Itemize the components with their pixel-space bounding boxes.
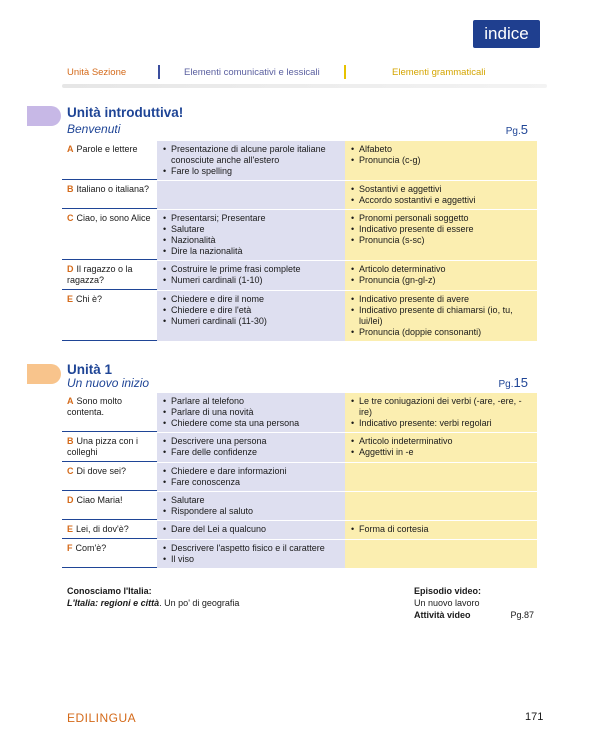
section-title: Com'è? — [75, 543, 107, 553]
table-row — [62, 433, 537, 463]
section-letter: B — [67, 184, 74, 194]
list-item: • Salutare — [163, 495, 339, 506]
attivita-label: Attività video — [414, 610, 471, 620]
unit-table — [62, 141, 537, 342]
list-item: • Il viso — [163, 554, 339, 565]
section-title: Parole e lettere — [76, 144, 138, 154]
table-row — [62, 393, 537, 433]
list-item: • Pronuncia (gn-gl-z) — [351, 275, 531, 286]
list-item: • Numeri cardinali (1-10) — [163, 275, 339, 286]
unit-tab-marker — [27, 106, 61, 126]
list-item: • Chiedere e dare informazioni — [163, 466, 339, 477]
list-item: • Aggettivi in -e — [351, 447, 531, 458]
communicative-cell — [157, 141, 345, 180]
section-title: Ciao Maria! — [76, 495, 123, 505]
video-block — [414, 585, 534, 621]
section-letter: D — [67, 495, 74, 505]
grammar-cell — [345, 492, 537, 520]
list-item: • Descrivere una persona — [163, 436, 339, 447]
list-item: • Sostantivi e aggettivi — [351, 184, 531, 195]
column-divider — [344, 65, 346, 79]
communicative-cell — [157, 291, 345, 341]
section-title: Lei, di dov'è? — [76, 524, 129, 534]
column-header-grammatica: Elementi grammaticali — [392, 67, 486, 78]
list-item: • Pronuncia (doppie consonanti) — [351, 327, 531, 338]
list-item: • Indicativo presente di chiamarsi (io, tu, lui/lei) — [351, 305, 531, 327]
list-item: • Articolo indeterminativo — [351, 436, 531, 447]
unit-title: Unità 1 — [67, 362, 113, 377]
list-item: • Fare delle confidenze — [163, 447, 339, 458]
grammar-cell — [345, 210, 537, 260]
list-item: • Chiedere e dire l'età — [163, 305, 339, 316]
table-row — [62, 291, 537, 342]
column-divider — [158, 65, 160, 79]
grammar-cell — [345, 291, 537, 341]
table-row — [62, 540, 537, 569]
section-title: Di dove sei? — [76, 466, 127, 476]
section-cell — [62, 393, 157, 432]
unit-subtitle: Un nuovo inizio — [67, 376, 150, 390]
section-letter: C — [67, 466, 74, 476]
table-row — [62, 210, 537, 261]
list-item: • Le tre coniugazioni dei verbi (-are, -ere, -ire) — [351, 396, 531, 418]
list-item: • Salutare — [163, 224, 339, 235]
list-item: • Indicativo presente di essere — [351, 224, 531, 235]
section-cell — [62, 433, 157, 462]
list-item: • Rispondere al saluto — [163, 506, 339, 517]
section-cell — [62, 521, 157, 539]
column-header-unita: Unità Sezione — [67, 67, 127, 78]
communicative-cell — [157, 433, 345, 462]
section-letter: B — [67, 436, 74, 446]
grammar-cell — [345, 521, 537, 539]
list-item: • Pronuncia (s-sc) — [351, 235, 531, 246]
section-title: Chi è? — [76, 294, 103, 304]
section-cell — [62, 141, 157, 180]
grammar-cell — [345, 393, 537, 432]
list-item: • Nazionalità — [163, 235, 339, 246]
grammar-cell — [345, 261, 537, 290]
section-letter: A — [67, 396, 74, 406]
episodio-label: Episodio video: — [414, 586, 482, 596]
communicative-cell — [157, 261, 345, 290]
section-title: Italiano o italiana? — [76, 184, 150, 194]
table-row — [62, 261, 537, 291]
conosciamo-block — [67, 585, 239, 609]
list-item: • Costruire le prime frasi complete — [163, 264, 339, 275]
table-row — [62, 141, 537, 181]
section-title: Una pizza con i colleghi — [67, 436, 139, 457]
communicative-cell — [157, 181, 345, 209]
list-item: • Dare del Lei a qualcuno — [163, 524, 339, 535]
table-row — [62, 492, 537, 521]
communicative-cell — [157, 463, 345, 491]
list-item: • Descrivere l'aspetto fisico e il carattere — [163, 543, 339, 554]
conosciamo-title: L'Italia: regioni e città — [67, 598, 160, 608]
section-cell — [62, 463, 157, 491]
list-item: • Chiedere e dire il nome — [163, 294, 339, 305]
unit-title: Unità introduttiva! — [67, 105, 184, 120]
list-item: • Fare lo spelling — [163, 166, 339, 177]
section-letter: C — [67, 213, 74, 223]
list-item: • Indicativo presente di avere — [351, 294, 531, 305]
list-item: • Numeri cardinali (11-30) — [163, 316, 339, 327]
table-row — [62, 463, 537, 492]
grammar-cell — [345, 181, 537, 209]
section-cell — [62, 492, 157, 520]
list-item: • Articolo determinativo — [351, 264, 531, 275]
unit-table — [62, 393, 537, 569]
section-cell — [62, 181, 157, 209]
list-item: • Presentarsi; Presentare — [163, 213, 339, 224]
section-cell — [62, 210, 157, 260]
section-cell — [62, 540, 157, 568]
index-tab: indice — [473, 20, 540, 48]
list-item: • Parlare al telefono — [163, 396, 339, 407]
communicative-cell — [157, 210, 345, 260]
section-title: Ciao, io sono Alice — [76, 213, 151, 223]
grammar-cell — [345, 433, 537, 462]
attivita-page: Pg.87 — [510, 610, 534, 620]
communicative-cell — [157, 393, 345, 432]
list-item: • Presentazione di alcune parole italiane conosciute anche all'estero — [163, 144, 339, 166]
list-item: • Alfabeto — [351, 144, 531, 155]
header-divider — [62, 84, 547, 88]
list-item: • Accordo sostantivi e aggettivi — [351, 195, 531, 206]
list-item: • Pronuncia (c-g) — [351, 155, 531, 166]
list-item: • Parlare di una novità — [163, 407, 339, 418]
section-letter: A — [67, 144, 74, 154]
unit-page-ref: Pg.15 — [498, 375, 528, 390]
section-letter: D — [67, 264, 74, 274]
list-item: • Indicativo presente: verbi regolari — [351, 418, 531, 429]
section-cell — [62, 261, 157, 290]
column-header-elementi: Elementi comunicativi e lessicali — [184, 67, 320, 78]
list-item: • Fare conoscenza — [163, 477, 339, 488]
table-row — [62, 181, 537, 210]
grammar-cell — [345, 141, 537, 180]
section-letter: F — [67, 543, 73, 553]
section-letter: E — [67, 524, 74, 534]
brand-logo: EDILINGUA — [67, 711, 137, 725]
table-row — [62, 521, 537, 540]
page-number: 171 — [525, 711, 544, 723]
unit-tab-marker — [27, 364, 61, 384]
list-item: • Chiedere come sta una persona — [163, 418, 339, 429]
episodio-title: Un nuovo lavoro — [414, 598, 480, 608]
list-item: • Pronomi personali soggetto — [351, 213, 531, 224]
section-cell — [62, 291, 157, 341]
section-title: Sono molto contenta. — [67, 396, 123, 417]
communicative-cell — [157, 540, 345, 568]
conosciamo-rest: . Un po' di geografia — [159, 598, 240, 608]
grammar-cell — [345, 540, 537, 568]
communicative-cell — [157, 492, 345, 520]
unit-page-ref: Pg.5 — [505, 122, 528, 137]
list-item: • Dire la nazionalità — [163, 246, 339, 257]
list-item: • Forma di cortesia — [351, 524, 531, 535]
grammar-cell — [345, 463, 537, 491]
section-letter: E — [67, 294, 74, 304]
unit-subtitle: Benvenuti — [67, 122, 121, 136]
conosciamo-label: Conosciamo l'Italia: — [67, 586, 152, 596]
section-title: Il ragazzo o la ragazza? — [67, 264, 133, 285]
communicative-cell — [157, 521, 345, 539]
